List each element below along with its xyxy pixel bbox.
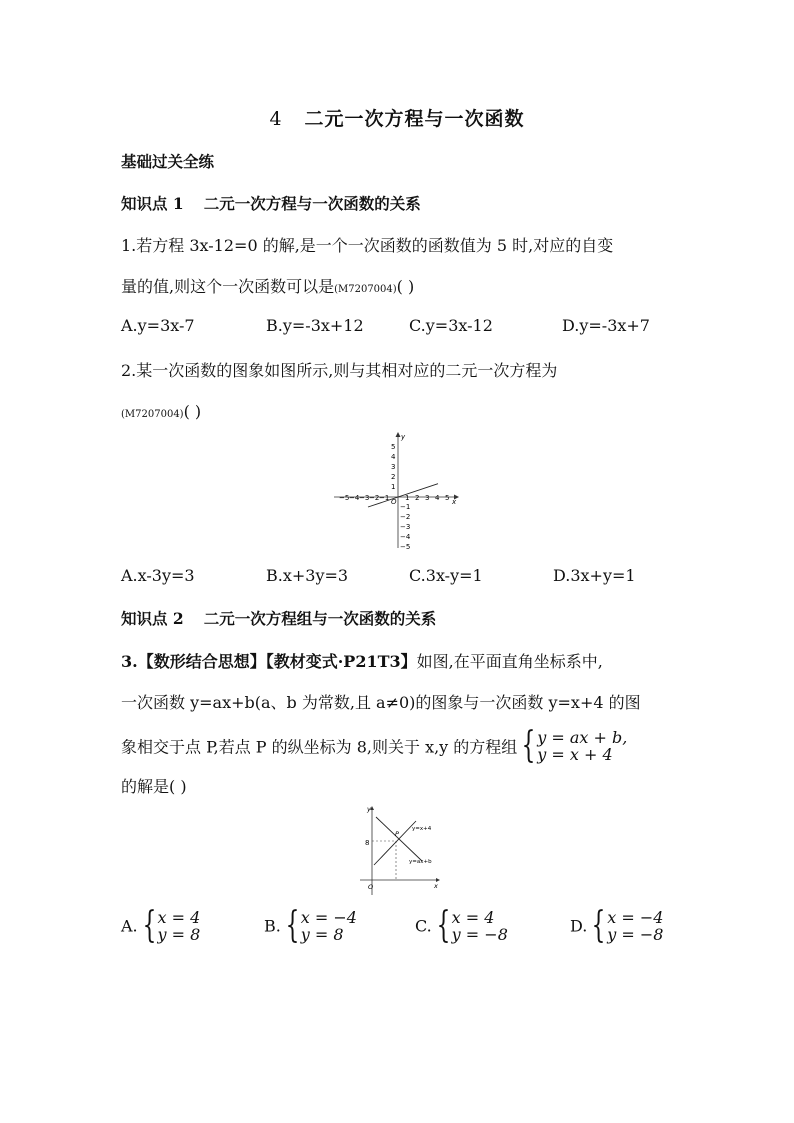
q3-option-a-x: x = 4 [157,908,201,927]
q2-ytick: −2 [400,513,411,521]
q3-option-b-letter: B. [264,916,281,936]
q2-xtick: −3 [359,494,370,502]
q3-option-d-x: x = −4 [607,908,664,927]
q1-option-c[interactable]: C.y=3x-12 [409,316,493,335]
q2-y-arrow [396,432,401,437]
q3-option-d-y: y = −8 [607,925,664,944]
q2-ytick: −1 [400,503,411,511]
q2-ytick: 5 [391,443,396,451]
q2-xtick: 4 [435,494,440,502]
q3-line4: 的解是( ) [121,777,187,796]
q2-line1: 2.某一次函数的图象如图所示,则与其相对应的二元一次方程为 [121,361,558,380]
q3-line1-label: y=x+4 [412,826,432,832]
q3-graph [352,803,447,898]
q3-option-a-letter: A. [121,916,138,936]
kp1-title: 二元一次方程与一次函数的关系 [203,194,421,213]
q3-option-c-y: y = −8 [451,925,508,944]
q2-ytick: −3 [400,523,411,531]
q3-brace: { [521,725,536,766]
q3-option-b[interactable] [264,905,357,946]
brace-icon: { [436,905,451,946]
q2-y-label: y [401,433,406,441]
q2-xtick: −4 [349,494,360,502]
q2-ytick: 3 [391,463,396,471]
q2-xtick: 1 [405,494,410,502]
q3-tag-2: 【教材变式·P21T3】 [265,652,417,671]
brace-icon: { [591,905,606,946]
q3-tag-1: 【数形结合思想】 [137,652,266,671]
q3-system [537,729,627,763]
q3-line2-label: y=ax+b [409,859,432,865]
q2-x-label: x [452,498,457,506]
q3-option-d-letter: D. [570,916,588,936]
q1-code: (M7207004) [334,284,397,295]
q3-option-c-system [452,909,508,943]
q2-ytick: −4 [400,533,411,541]
q1-line1: 1.若方程 3x-12=0 的解,是一个一次函数的函数值为 5 时,对应的自变 [121,236,614,255]
q2-option-a[interactable]: A.x-3y=3 [121,566,195,585]
q3-y-label: y [367,805,371,813]
q2-ytick: 4 [391,453,396,461]
q2-answer-paren: ( ) [183,402,202,421]
knowledge-point-2 [121,607,436,629]
q1-line2-text: 量的值,则这个一次函数可以是 [121,277,335,296]
q2-xtick: 2 [415,494,420,502]
q3-line3 [121,725,628,766]
section-number: 4 [269,108,283,130]
q3-system-eq1: y = ax + b, [537,728,628,747]
q3-line3-text: 象相交于点 P,若点 P 的纵坐标为 8,则关于 x,y 的方程组 [121,737,518,757]
q2-line2 [121,402,201,421]
q3-option-a[interactable] [121,905,201,946]
q2-graph [330,430,465,552]
q3-y-value-label: 8 [365,839,370,847]
q3-point-label: P [395,830,399,838]
q2-option-d[interactable]: D.3x+y=1 [553,566,636,585]
q2-code: (M7207004) [121,409,184,420]
q3-prefix: 3. [121,652,138,671]
q3-option-d-system [607,909,663,943]
kp2-title: 二元一次方程组与一次函数的关系 [203,609,437,628]
q3-line2: 一次函数 y=ax+b(a、b 为常数,且 a≠0)的图象与一次函数 y=x+4 的图 [121,693,641,712]
q3-system-eq2: y = x + 4 [537,745,613,764]
q1-option-a[interactable]: A.y=3x-7 [121,316,195,335]
section-title [0,104,794,131]
brace-icon: { [285,905,300,946]
q3-option-b-x: x = −4 [300,908,357,927]
q3-option-c[interactable] [415,905,508,946]
brace-icon: { [142,905,156,946]
q3-line1-rest: 如图,在平面直角坐标系中, [416,652,603,671]
knowledge-point-1 [121,192,421,214]
q2-ytick: 1 [391,483,396,491]
q2-ytick: −5 [400,543,411,551]
q2-option-c[interactable]: C.3x-y=1 [409,566,483,585]
q2-xtick: −5 [339,494,350,502]
practice-heading: 基础过关全练 [121,152,215,171]
q2-option-b[interactable]: B.x+3y=3 [266,566,349,585]
kp1-label: 知识点 1 [121,194,184,213]
q3-option-b-system [301,909,357,943]
section-title-text: 二元一次方程与一次函数 [304,108,525,130]
q1-option-d[interactable]: D.y=-3x+7 [562,316,650,335]
q2-xtick: 5 [445,494,450,502]
q3-option-a-system [158,909,201,943]
kp2-label: 知识点 2 [121,609,184,628]
q1-option-b[interactable]: B.y=-3x+12 [266,316,364,335]
q2-xtick: −1 [379,494,390,502]
q3-option-c-letter: C. [415,916,432,936]
q3-line-y-ax-plus-b [376,817,422,861]
q2-xtick: −2 [369,494,380,502]
q3-option-c-x: x = 4 [451,908,495,927]
q3-x-label: x [434,882,438,890]
q3-origin-label: O [368,883,374,891]
q1-answer-paren: ( ) [396,277,415,296]
q2-origin-label: O [391,498,397,506]
q3-option-d[interactable] [570,905,664,946]
q3-option-b-y: y = 8 [300,925,344,944]
q2-ytick: 2 [391,473,396,481]
q3-option-a-y: y = 8 [157,925,201,944]
q1-line2 [121,274,414,297]
q2-xtick: 3 [425,494,430,502]
q3-line1 [121,649,603,672]
